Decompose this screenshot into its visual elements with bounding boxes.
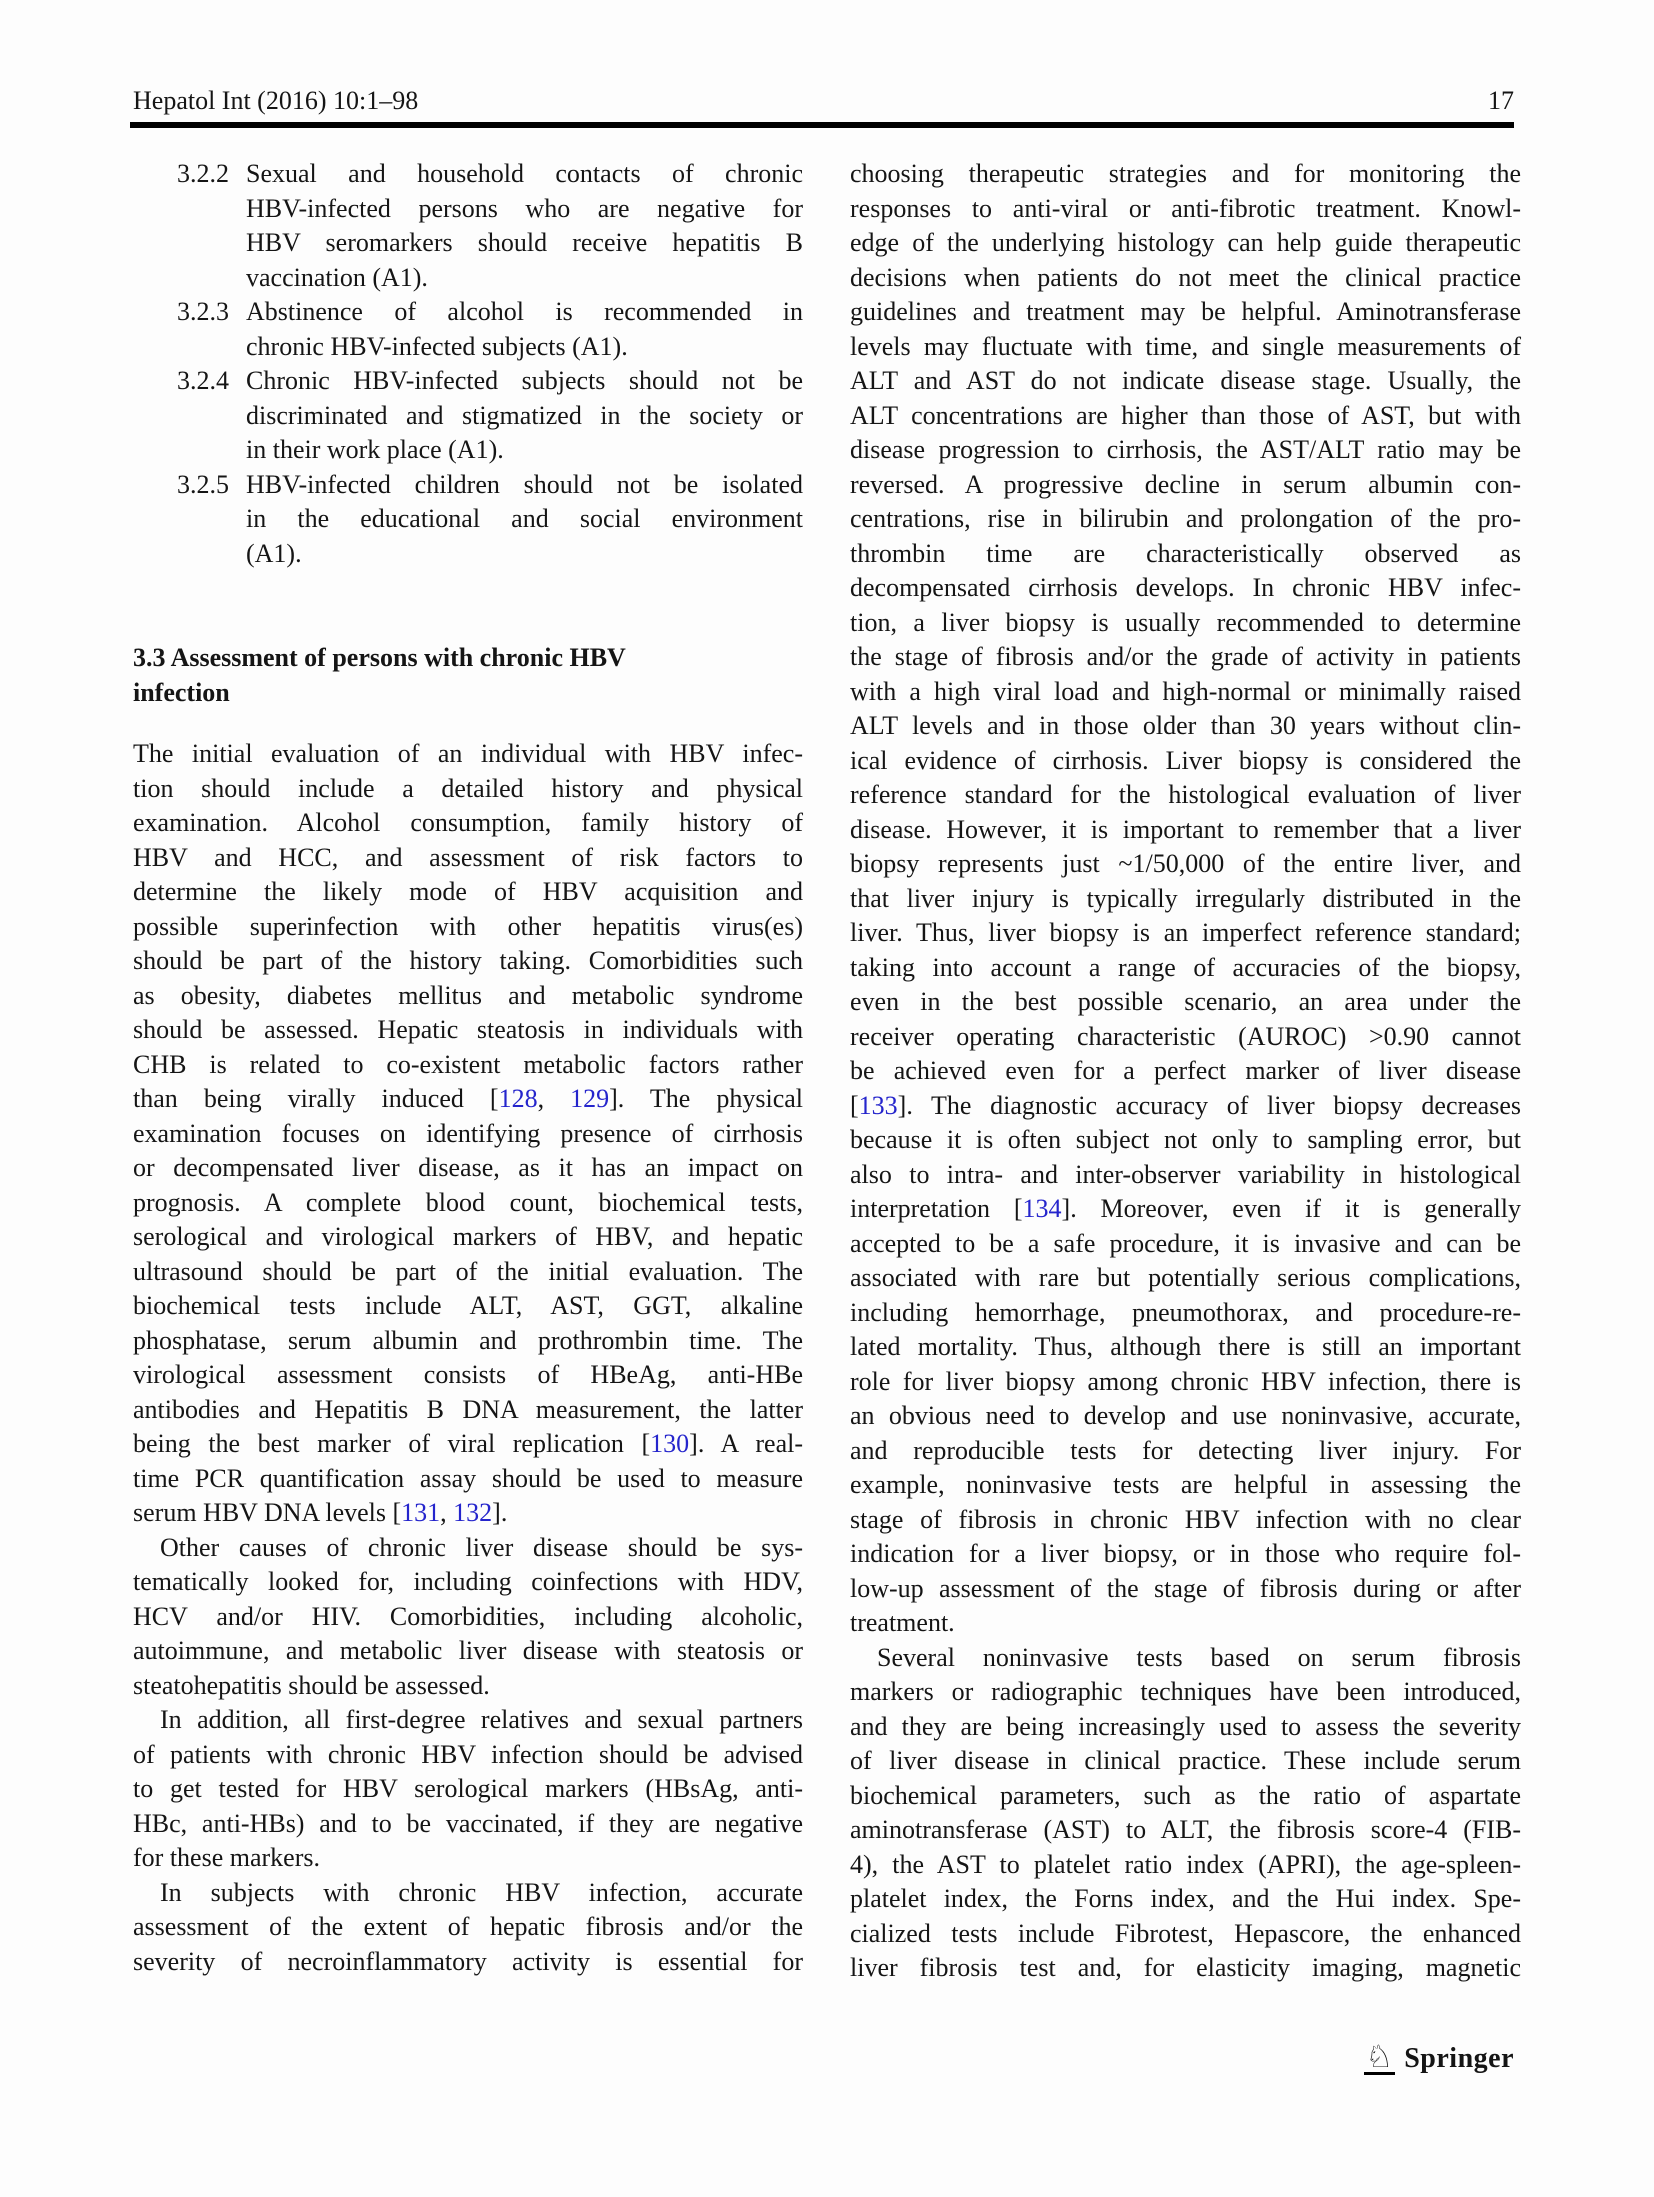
text-line: determine the likely mode of HBV acquisition and [133,877,803,906]
text-line: role for liver biopsy among chronic HBV infection, there is [850,1366,1521,1396]
text-line: for these markers. [133,1843,320,1872]
text-line: example, noninvasive tests are helpful in assessing the [850,1470,1521,1499]
list-item-text [246,157,803,295]
text-line: ultrasound should be part of the initial evaluation. The [133,1256,803,1286]
text-line: biopsy represents just ~1/50,000 of the entire liver, and [850,849,1521,878]
text-line: of patients with chronic HBV infection should be advised [133,1739,803,1769]
citation-ref[interactable]: 128 [498,1084,538,1113]
text-line: and they are being increasingly used to assess the severity [850,1711,1521,1741]
text-line: treatment. [850,1608,955,1637]
text-line: with a high viral load and high-normal or minimally raised [850,676,1521,706]
text-line: and reproducible tests for detecting liver injury. For [850,1435,1521,1465]
citation-ref[interactable]: 132 [453,1498,493,1527]
citation-ref[interactable]: 133 [858,1090,898,1120]
text-line: associated with rare but potentially serious complications, [850,1263,1521,1292]
paragraph [133,1531,803,1704]
text-line: stage of fibrosis in chronic HBV infection with no clear [850,1504,1521,1534]
text-line: liver fibrosis test and, for elasticity imaging, magnetic [850,1953,1521,1982]
text-line: ALT levels and in those older than 30 years without clin- [850,711,1521,740]
text-line: decompensated cirrhosis develops. In chronic HBV infec- [850,573,1521,602]
list-item-text [246,295,803,364]
text-line: discriminated and stigmatized in the society or [246,400,803,430]
text-line: biochemical parameters, such as the ratio of aspartate [850,1780,1521,1810]
springer-knight-icon: ♘ [1365,2039,1394,2074]
text-line: HBc, anti-HBs) and to be vaccinated, if they are negative [133,1808,803,1838]
text-line: phosphatase, serum albumin and prothrombin time. The [133,1325,803,1355]
page-number: 17 [1488,86,1514,115]
list-item-text [246,364,803,468]
publisher-name: Springer [1404,2043,1514,2074]
text-line: serum HBV DNA levels [131, 132]. [133,1498,508,1527]
text-line: tematically looked for, including coinfections with HDV, [133,1567,803,1596]
article-body [133,157,1521,1986]
text-line: Several noninvasive tests based on serum fibrosis [877,1642,1521,1672]
list-item-number: 3.2.4 [177,366,229,395]
text-line: Chronic HBV-infected subjects should not be [246,366,803,395]
list-item-text [246,468,803,572]
text-line: (A1). [246,538,302,568]
paragraph [850,1641,1521,1986]
text-line: severity of necroinflammatory activity is essential for [133,1946,803,1976]
paragraph [133,737,803,1531]
left-column [133,157,803,1986]
text-line: in the educational and social environment [246,504,803,533]
text-line: thrombin time are characteristically observed as [850,538,1521,568]
text-line: examination focuses on identifying presence of cirrhosis [133,1118,803,1148]
text-line: disease progression to cirrhosis, the AST/ALT ratio may be [850,435,1521,464]
text-line: HCV and/or HIV. Comorbidities, including alcoholic, [133,1601,803,1631]
text-line: taking into account a range of accuracies of the biopsy, [850,952,1521,982]
text-line: virological assessment consists of HBeAg, anti-HBe [133,1360,803,1389]
text-line: CHB is related to co-existent metabolic factors rather [133,1049,803,1079]
recommendation-item [133,295,803,364]
text-line: of liver disease in clinical practice. These include serum [850,1746,1521,1775]
text-line: edge of the underlying histology can help guide therapeutic [850,228,1521,257]
text-line: an obvious need to develop and use noninvasive, accurate, [850,1401,1521,1430]
text-line: levels may fluctuate with time, and single measurements of [850,331,1521,361]
list-item-number: 3.2.3 [177,297,229,326]
text-line: to get tested for HBV serological markers (HBsAg, anti- [133,1774,803,1803]
recommendation-item [133,364,803,468]
text-line: possible superinfection with other hepatitis virus(es) [133,911,803,941]
text-line: platelet index, the Forns index, and the Hui index. Spe- [850,1884,1521,1913]
text-line: In subjects with chronic HBV infection, accurate [160,1877,803,1907]
recommendation-item [133,468,803,572]
text-line: receiver operating characteristic (AUROC) >0.90 cannot [850,1021,1521,1051]
page-header [133,86,1514,116]
text-line: the stage of fibrosis and/or the grade of activity in patients [850,642,1521,671]
text-line: biochemical tests include ALT, AST, GGT, alkaline [133,1291,803,1320]
text-line: tion should include a detailed history and physical [133,773,803,803]
text-line: In addition, all first-degree relatives and sexual partners [160,1705,803,1734]
text-line: reversed. A progressive decline in serum albumin con- [850,469,1521,499]
text-line: disease. However, it is important to remember that a liver [850,814,1521,844]
text-line: prognosis. A complete blood count, biochemical tests, [133,1187,803,1217]
text-line: The initial evaluation of an individual with HBV infec- [133,739,803,768]
citation-ref[interactable]: 131 [401,1498,441,1527]
text-line: being the best marker of viral replication [130]. A real- [133,1429,803,1458]
text-line: should be assessed. Hepatic steatosis in individuals with [133,1015,803,1044]
text-line: ALT concentrations are higher than those of AST, but with [850,400,1521,430]
text-line: HBV and HCC, and assessment of risk factors to [133,842,803,872]
text-line: should be part of the history taking. Comorbidities such [133,946,803,975]
text-line: ALT and AST do not indicate disease stage. Usually, the [850,366,1521,395]
citation-ref[interactable]: 129 [570,1084,610,1113]
section-heading-line: 3.3 Assessment of persons with chronic HBV [133,643,626,672]
text-line: be achieved even for a perfect marker of liver disease [850,1056,1521,1085]
text-line: in their work place (A1). [246,435,504,464]
text-line: HBV-infected persons who are negative for [246,193,803,223]
list-item-number: 3.2.2 [177,159,229,188]
text-line: than being virally induced [128, 129]. The physical [133,1084,804,1113]
text-line: responses to anti-viral or anti-fibrotic treatment. Knowl- [850,193,1521,223]
text-line: HBV-infected children should not be isolated [246,469,803,499]
text-line: 4), the AST to platelet ratio index (APRI), the age-spleen- [850,1849,1521,1879]
text-line: markers or radiographic techniques have been introduced, [850,1677,1521,1706]
text-line: because it is often subject not only to sampling error, but [850,1125,1521,1154]
text-line: liver. Thus, liver biopsy is an imperfect reference standard; [850,918,1521,947]
text-line: reference standard for the histological evaluation of liver [850,780,1521,809]
text-line: HBV seromarkers should receive hepatitis B [246,228,803,257]
text-line: including hemorrhage, pneumothorax, and procedure-re- [850,1297,1521,1327]
recommendation-item [133,157,803,295]
text-line: indication for a liver biopsy, or in those who require fol- [850,1539,1521,1568]
text-line: serological and virological markers of HBV, and hepatic [133,1222,803,1251]
section-heading-line: infection [133,677,230,707]
text-line: [133]. The diagnostic accuracy of liver biopsy decreases [850,1090,1521,1120]
text-line: chronic HBV-infected subjects (A1). [246,331,628,361]
list-item-number: 3.2.5 [177,469,229,499]
text-line: interpretation [134]. Moreover, even if it is generally [850,1194,1522,1223]
citation-ref[interactable]: 134 [1022,1194,1062,1223]
text-line: antibodies and Hepatitis B DNA measurement, the latter [133,1394,803,1424]
text-line: autoimmune, and metabolic liver disease with steatosis or [133,1636,803,1665]
text-line: accepted to be a safe procedure, it is invasive and can be [850,1228,1521,1258]
springer-logo [1364,2039,1514,2076]
text-line: or decompensated liver disease, as it has an impact on [133,1153,803,1182]
text-line: Abstinence of alcohol is recommended in [246,297,803,326]
text-line: vaccination (A1). [246,262,428,292]
text-line: that liver injury is typically irregularly distributed in the [850,883,1521,913]
text-line: time PCR quantification assay should be used to measure [133,1463,803,1493]
text-line: assessment of the extent of hepatic fibrosis and/or the [133,1912,803,1941]
paragraph [850,157,1521,1641]
text-line: tion, a liver biopsy is usually recommended to determine [850,607,1521,637]
text-line: even in the best possible scenario, an area under the [850,987,1521,1016]
text-line: centrations, rise in bilirubin and prolongation of the pro- [850,504,1521,533]
text-line: choosing therapeutic strategies and for monitoring the [850,159,1521,188]
paragraph [133,1703,803,1876]
right-column [850,157,1521,1986]
text-line: also to intra- and inter-observer variability in histological [850,1159,1521,1189]
text-line: lated mortality. Thus, although there is still an important [850,1332,1521,1361]
text-line: guidelines and treatment may be helpful. Aminotransferase [850,297,1521,326]
journal-citation: Hepatol Int (2016) 10:1–98 [133,86,419,115]
header-rule [130,122,1514,128]
citation-ref[interactable]: 130 [650,1429,690,1458]
text-line: as obesity, diabetes mellitus and metabolic syndrome [133,980,803,1010]
text-line: Sexual and household contacts of chronic [246,159,803,188]
section-heading [133,641,803,710]
text-line: ical evidence of cirrhosis. Liver biopsy is considered the [850,745,1521,775]
text-line: steatohepatitis should be assessed. [133,1670,490,1700]
text-line: aminotransferase (AST) to ALT, the fibrosis score-4 (FIB- [850,1815,1521,1844]
text-line: examination. Alcohol consumption, family history of [133,808,803,837]
text-line: Other causes of chronic liver disease should be sys- [160,1532,803,1562]
text-line: decisions when patients do not meet the clinical practice [850,262,1521,292]
paragraph [133,1876,803,1980]
text-line: low-up assessment of the stage of fibrosis during or after [850,1573,1521,1603]
text-line: cialized tests include Fibrotest, Hepascore, the enhanced [850,1918,1521,1948]
